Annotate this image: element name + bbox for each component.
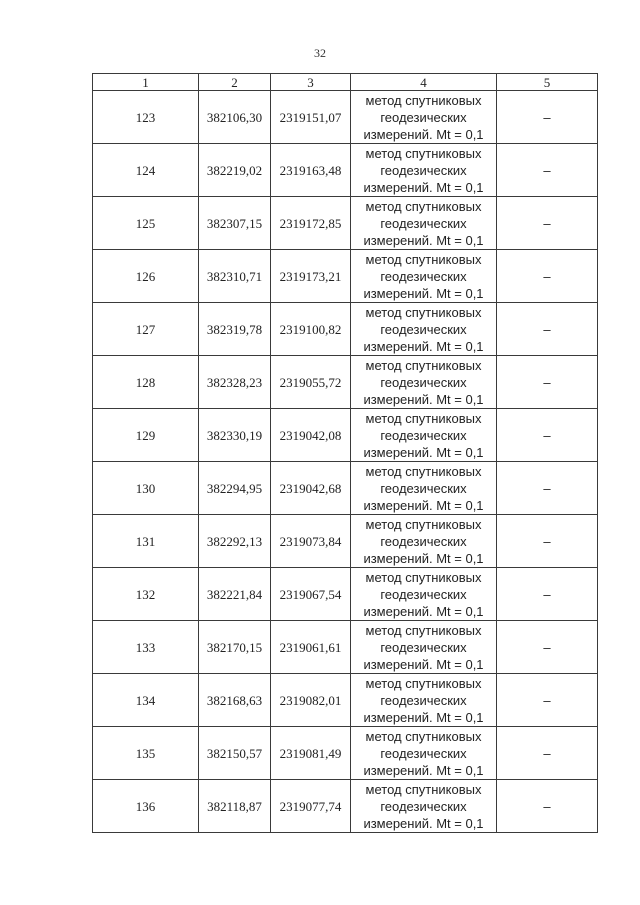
method-line: метод спутниковых — [365, 410, 482, 426]
note-cell: – — [497, 674, 598, 727]
table-row — [93, 674, 598, 727]
note-cell: – — [497, 568, 598, 621]
method-line: геодезических — [380, 798, 467, 814]
method-line: геодезических — [380, 692, 467, 708]
table-row — [93, 568, 598, 621]
x-coordinate-cell: 382168,63 — [199, 674, 271, 727]
y-coordinate-cell: 2319042,08 — [271, 409, 351, 462]
x-coordinate-cell: 382328,23 — [199, 356, 271, 409]
y-coordinate-cell: 2319073,84 — [271, 515, 351, 568]
method-line: метод спутниковых — [365, 92, 482, 108]
y-coordinate-cell: 2319077,74 — [271, 780, 351, 833]
method-line: измерений. Mt = 0,1 — [363, 550, 484, 566]
method-line: метод спутниковых — [365, 145, 482, 161]
method-line: метод спутниковых — [365, 463, 482, 479]
note-cell: – — [497, 303, 598, 356]
method-cell — [351, 356, 497, 409]
method-cell — [351, 515, 497, 568]
point-number-cell: 123 — [93, 91, 199, 144]
table-row — [93, 409, 598, 462]
page-number: 32 — [314, 46, 326, 60]
x-coordinate-cell: 382310,71 — [199, 250, 271, 303]
column-header: 1 — [93, 74, 199, 91]
method-line: геодезических — [380, 427, 467, 443]
method-cell — [351, 91, 497, 144]
point-number-cell: 129 — [93, 409, 199, 462]
method-line: измерений. Mt = 0,1 — [363, 815, 484, 831]
note-cell: – — [497, 91, 598, 144]
method-line: измерений. Mt = 0,1 — [363, 656, 484, 672]
x-coordinate-cell: 382170,15 — [199, 621, 271, 674]
method-cell — [351, 462, 497, 515]
x-coordinate-cell: 382221,84 — [199, 568, 271, 621]
coordinates-table — [92, 73, 598, 833]
table-row — [93, 250, 598, 303]
method-line: измерений. Mt = 0,1 — [363, 126, 484, 142]
method-line: метод спутниковых — [365, 198, 482, 214]
method-line: измерений. Mt = 0,1 — [363, 497, 484, 513]
note-cell: – — [497, 515, 598, 568]
y-coordinate-cell: 2319042,68 — [271, 462, 351, 515]
table-row — [93, 462, 598, 515]
x-coordinate-cell: 382150,57 — [199, 727, 271, 780]
y-coordinate-cell: 2319081,49 — [271, 727, 351, 780]
note-cell: – — [497, 356, 598, 409]
table-row — [93, 727, 598, 780]
method-cell — [351, 250, 497, 303]
column-header: 5 — [497, 74, 598, 91]
x-coordinate-cell: 382118,87 — [199, 780, 271, 833]
point-number-cell: 132 — [93, 568, 199, 621]
method-line: метод спутниковых — [365, 781, 482, 797]
y-coordinate-cell: 2319100,82 — [271, 303, 351, 356]
method-line: метод спутниковых — [365, 304, 482, 320]
y-coordinate-cell: 2319067,54 — [271, 568, 351, 621]
note-cell: – — [497, 462, 598, 515]
point-number-cell: 124 — [93, 144, 199, 197]
point-number-cell: 134 — [93, 674, 199, 727]
method-line: геодезических — [380, 321, 467, 337]
point-number-cell: 127 — [93, 303, 199, 356]
y-coordinate-cell: 2319163,48 — [271, 144, 351, 197]
method-line: измерений. Mt = 0,1 — [363, 232, 484, 248]
y-coordinate-cell: 2319082,01 — [271, 674, 351, 727]
method-line: метод спутниковых — [365, 675, 482, 691]
note-cell: – — [497, 197, 598, 250]
y-coordinate-cell: 2319055,72 — [271, 356, 351, 409]
x-coordinate-cell: 382292,13 — [199, 515, 271, 568]
y-coordinate-cell: 2319173,21 — [271, 250, 351, 303]
method-line: измерений. Mt = 0,1 — [363, 762, 484, 778]
method-line: геодезических — [380, 639, 467, 655]
method-cell — [351, 568, 497, 621]
point-number-cell: 130 — [93, 462, 199, 515]
x-coordinate-cell: 382219,02 — [199, 144, 271, 197]
method-line: измерений. Mt = 0,1 — [363, 444, 484, 460]
method-line: геодезических — [380, 586, 467, 602]
y-coordinate-cell: 2319151,07 — [271, 91, 351, 144]
table-row — [93, 515, 598, 568]
column-header: 4 — [351, 74, 497, 91]
x-coordinate-cell: 382307,15 — [199, 197, 271, 250]
method-cell — [351, 409, 497, 462]
note-cell: – — [497, 780, 598, 833]
table-row — [93, 621, 598, 674]
x-coordinate-cell: 382294,95 — [199, 462, 271, 515]
method-line: геодезических — [380, 268, 467, 284]
point-number-cell: 131 — [93, 515, 199, 568]
method-line: метод спутниковых — [365, 251, 482, 267]
method-cell — [351, 144, 497, 197]
note-cell: – — [497, 621, 598, 674]
method-line: геодезических — [380, 215, 467, 231]
table-row — [93, 780, 598, 833]
method-line: метод спутниковых — [365, 569, 482, 585]
method-line: геодезических — [380, 745, 467, 761]
method-line: измерений. Mt = 0,1 — [363, 391, 484, 407]
method-line: метод спутниковых — [365, 622, 482, 638]
note-cell: – — [497, 144, 598, 197]
method-line: измерений. Mt = 0,1 — [363, 285, 484, 301]
column-header: 3 — [271, 74, 351, 91]
x-coordinate-cell: 382330,19 — [199, 409, 271, 462]
table-row — [93, 356, 598, 409]
method-cell — [351, 303, 497, 356]
method-cell — [351, 197, 497, 250]
method-line: измерений. Mt = 0,1 — [363, 179, 484, 195]
point-number-cell: 125 — [93, 197, 199, 250]
point-number-cell: 126 — [93, 250, 199, 303]
x-coordinate-cell: 382319,78 — [199, 303, 271, 356]
point-number-cell: 128 — [93, 356, 199, 409]
method-line: геодезических — [380, 480, 467, 496]
table-header-row — [93, 74, 598, 91]
method-line: метод спутниковых — [365, 357, 482, 373]
y-coordinate-cell: 2319172,85 — [271, 197, 351, 250]
table-row — [93, 197, 598, 250]
column-header: 2 — [199, 74, 271, 91]
method-line: метод спутниковых — [365, 728, 482, 744]
note-cell: – — [497, 409, 598, 462]
method-line: геодезических — [380, 109, 467, 125]
method-line: геодезических — [380, 533, 467, 549]
method-cell — [351, 621, 497, 674]
table-row — [93, 303, 598, 356]
method-line: геодезических — [380, 374, 467, 390]
table-row — [93, 91, 598, 144]
method-cell — [351, 674, 497, 727]
method-cell — [351, 780, 497, 833]
table-row — [93, 144, 598, 197]
note-cell: – — [497, 250, 598, 303]
x-coordinate-cell: 382106,30 — [199, 91, 271, 144]
method-line: метод спутниковых — [365, 516, 482, 532]
point-number-cell: 133 — [93, 621, 199, 674]
note-cell: – — [497, 727, 598, 780]
method-cell — [351, 727, 497, 780]
method-line: измерений. Mt = 0,1 — [363, 709, 484, 725]
y-coordinate-cell: 2319061,61 — [271, 621, 351, 674]
method-line: измерений. Mt = 0,1 — [363, 338, 484, 354]
point-number-cell: 135 — [93, 727, 199, 780]
method-line: геодезических — [380, 162, 467, 178]
method-line: измерений. Mt = 0,1 — [363, 603, 484, 619]
point-number-cell: 136 — [93, 780, 199, 833]
